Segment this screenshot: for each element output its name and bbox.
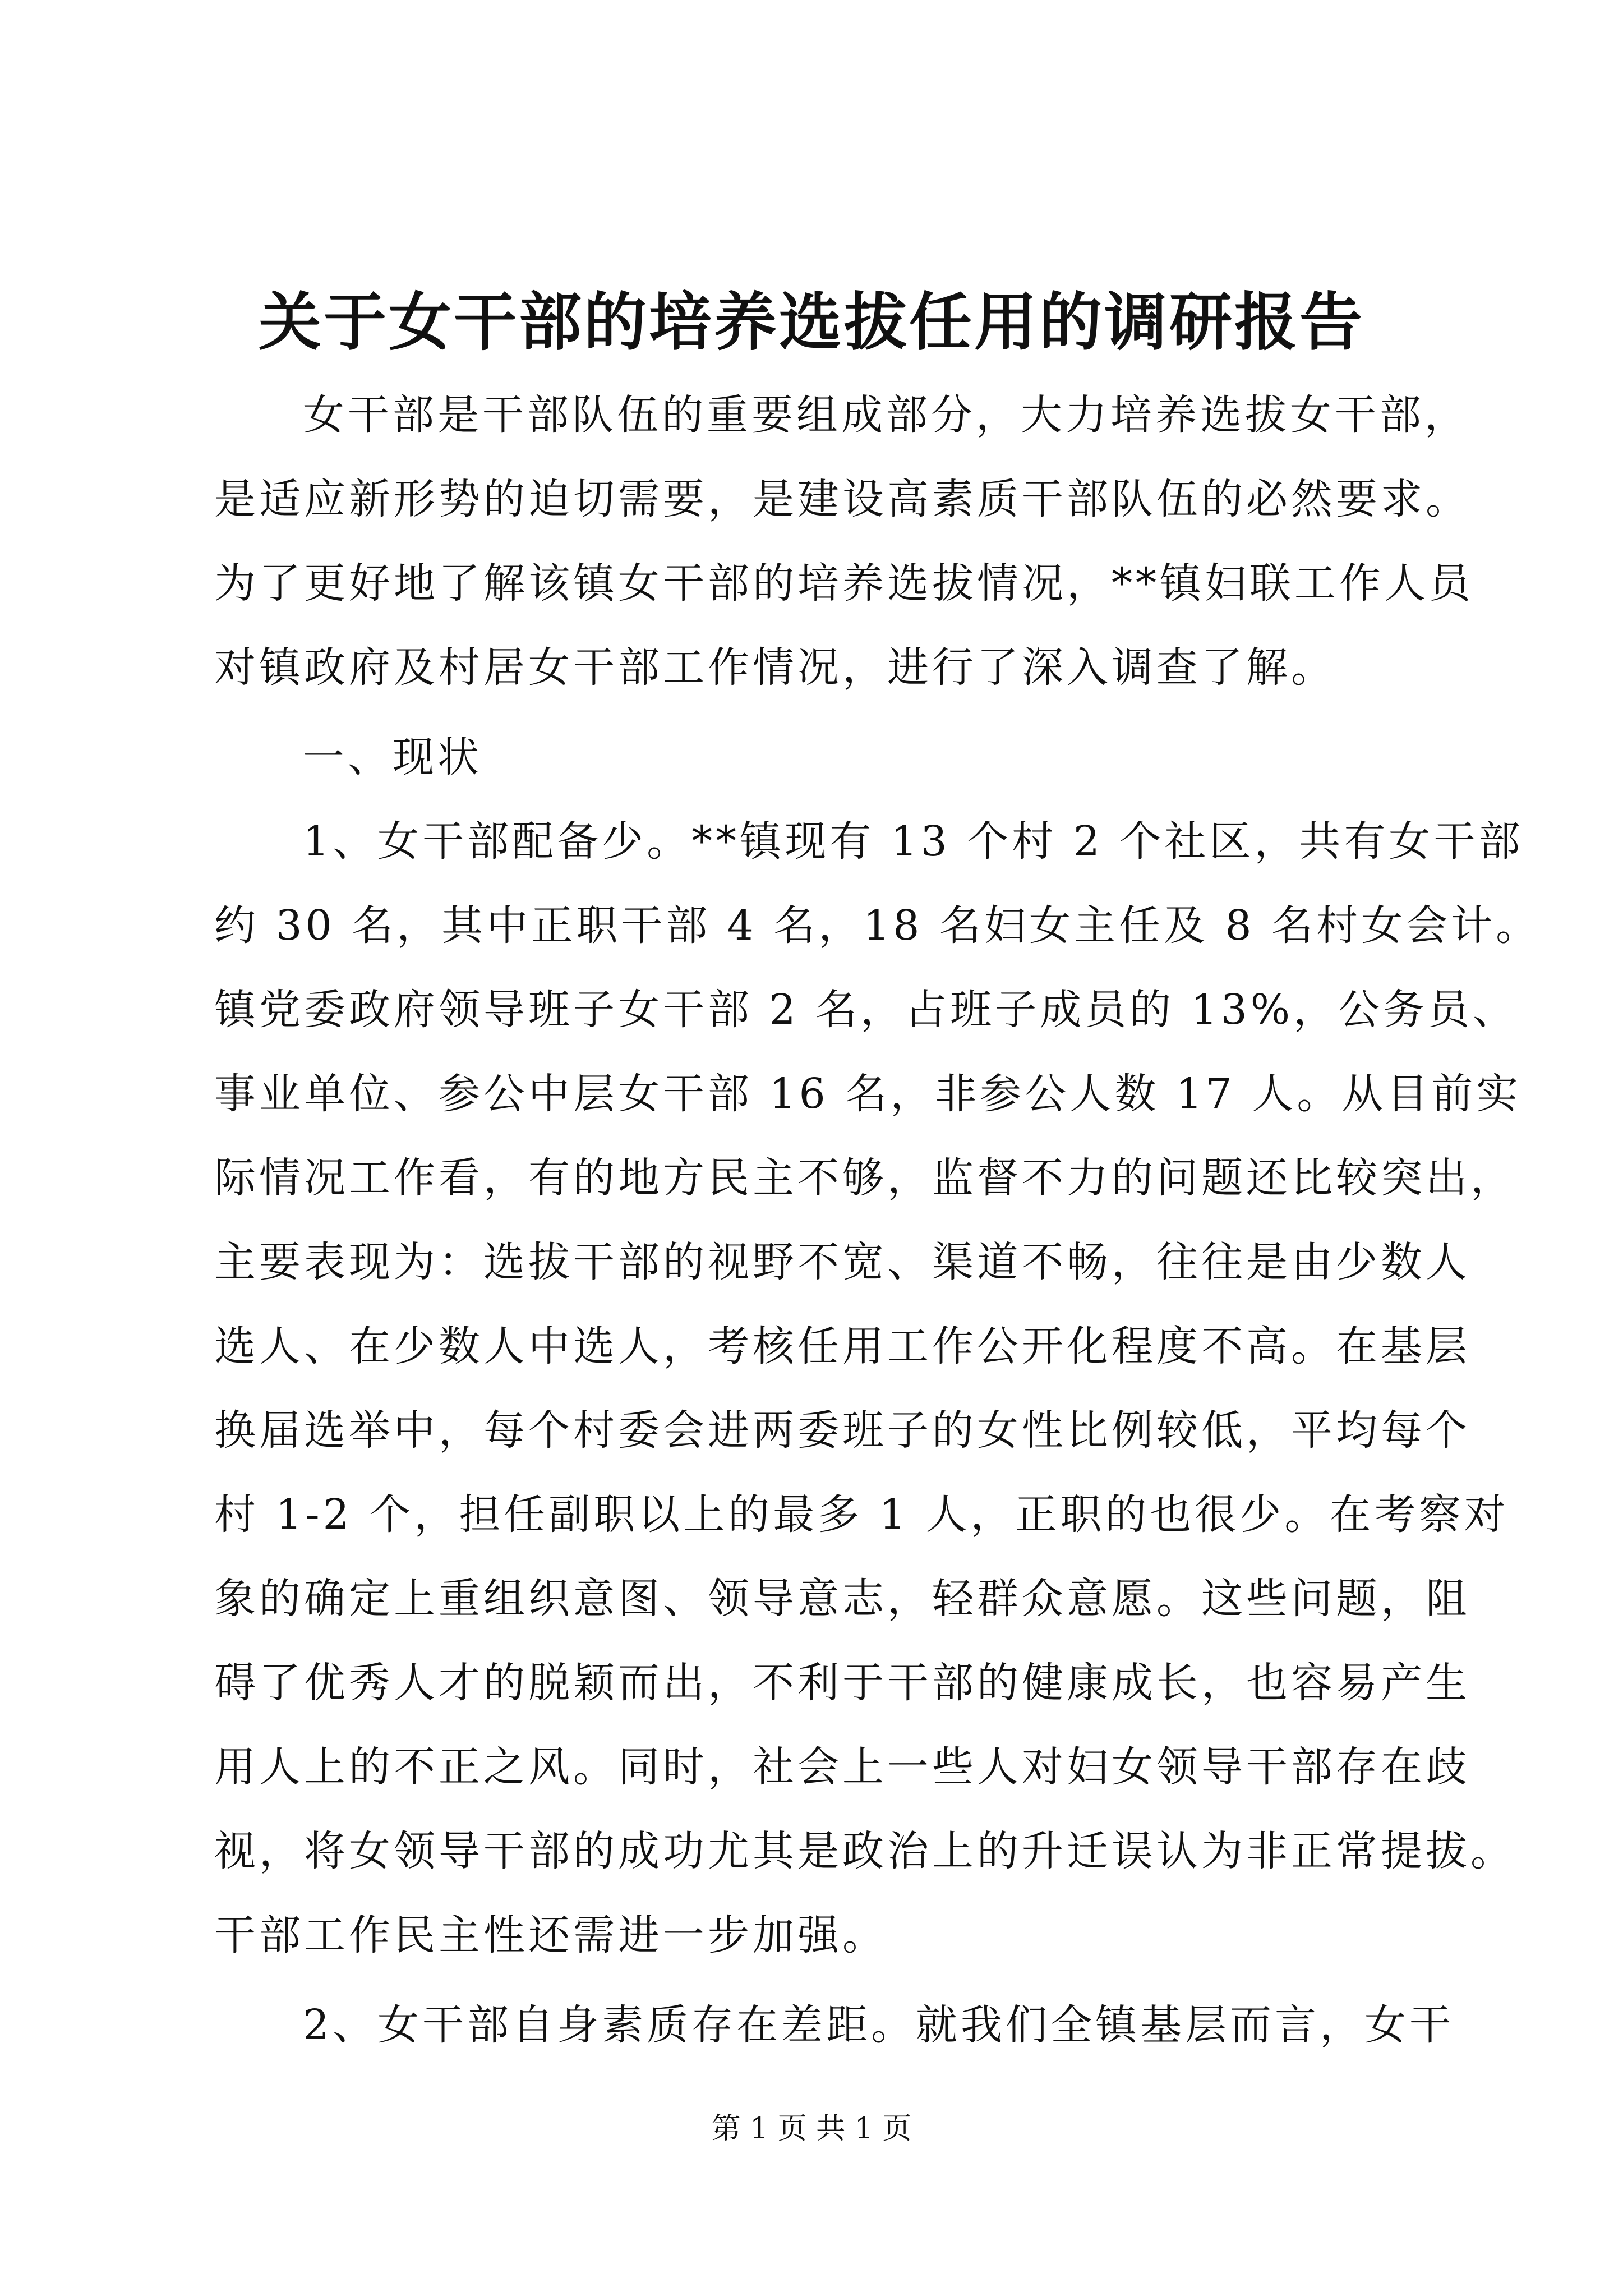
body-line: 女干部是干部队伍的重要组成部分，大力培养选拔女干部， — [303, 391, 1469, 439]
document-title: 关于女干部的培养选拔任用的调研报告 — [259, 286, 1364, 359]
body-line: 视，将女领导干部的成功尤其是政治上的升迁误认为非正常提拔。 — [214, 1827, 1515, 1875]
body-line: 镇党委政府领导班子女干部 2 名，占班子成员的 13%，公务员、 — [214, 986, 1518, 1034]
body-line: 主要表现为：选拔干部的视野不宽、渠道不畅，往往是由少数人 — [214, 1238, 1470, 1286]
body-line: 象的确定上重组织意图、领导意志，轻群众意愿。这些问题，阻 — [214, 1575, 1470, 1623]
body-line: 2、女干部自身素质存在差距。就我们全镇基层而言，女干 — [303, 2001, 1455, 2049]
body-line: 1、女干部配备少。**镇现有 13 个村 2 个社区，共有女干部 — [303, 817, 1524, 866]
body-line: 干部工作民主性还需进一步加强。 — [214, 1911, 887, 1959]
body-line: 是适应新形势的迫切需要，是建设高素质干部队伍的必然要求。 — [214, 475, 1470, 523]
body-line: 村 1-2 个，担任副职以上的最多 1 人，正职的也很少。在考察对 — [214, 1490, 1509, 1539]
body-line: 用人上的不正之风。同时，社会上一些人对妇女领导干部存在歧 — [214, 1743, 1470, 1791]
body-line: 际情况工作看，有的地方民主不够，监督不力的问题还比较突出， — [214, 1154, 1515, 1202]
page-number: 第 1 页 共 1 页 — [711, 2112, 912, 2146]
body-line: 事业单位、参公中层女干部 16 名，非参公人数 17 人。从目前实 — [214, 1070, 1521, 1118]
body-line: 选人、在少数人中选人，考核任用工作公开化程度不高。在基层 — [214, 1322, 1470, 1370]
body-line: 碍了优秀人才的脱颖而出，不利于干部的健康成长，也容易产生 — [214, 1659, 1470, 1707]
section-heading: 一、现状 — [303, 733, 482, 781]
body-line: 为了更好地了解该镇女干部的培养选拔情况，**镇妇联工作人员 — [214, 559, 1474, 608]
body-line: 对镇政府及村居女干部工作情况，进行了深入调查了解。 — [214, 643, 1336, 692]
body-line: 换届选举中，每个村委会进两委班子的女性比例较低，平均每个 — [214, 1406, 1470, 1455]
body-line: 约 30 名，其中正职干部 4 名，18 名妇女主任及 8 名村女会计。 — [214, 901, 1541, 950]
